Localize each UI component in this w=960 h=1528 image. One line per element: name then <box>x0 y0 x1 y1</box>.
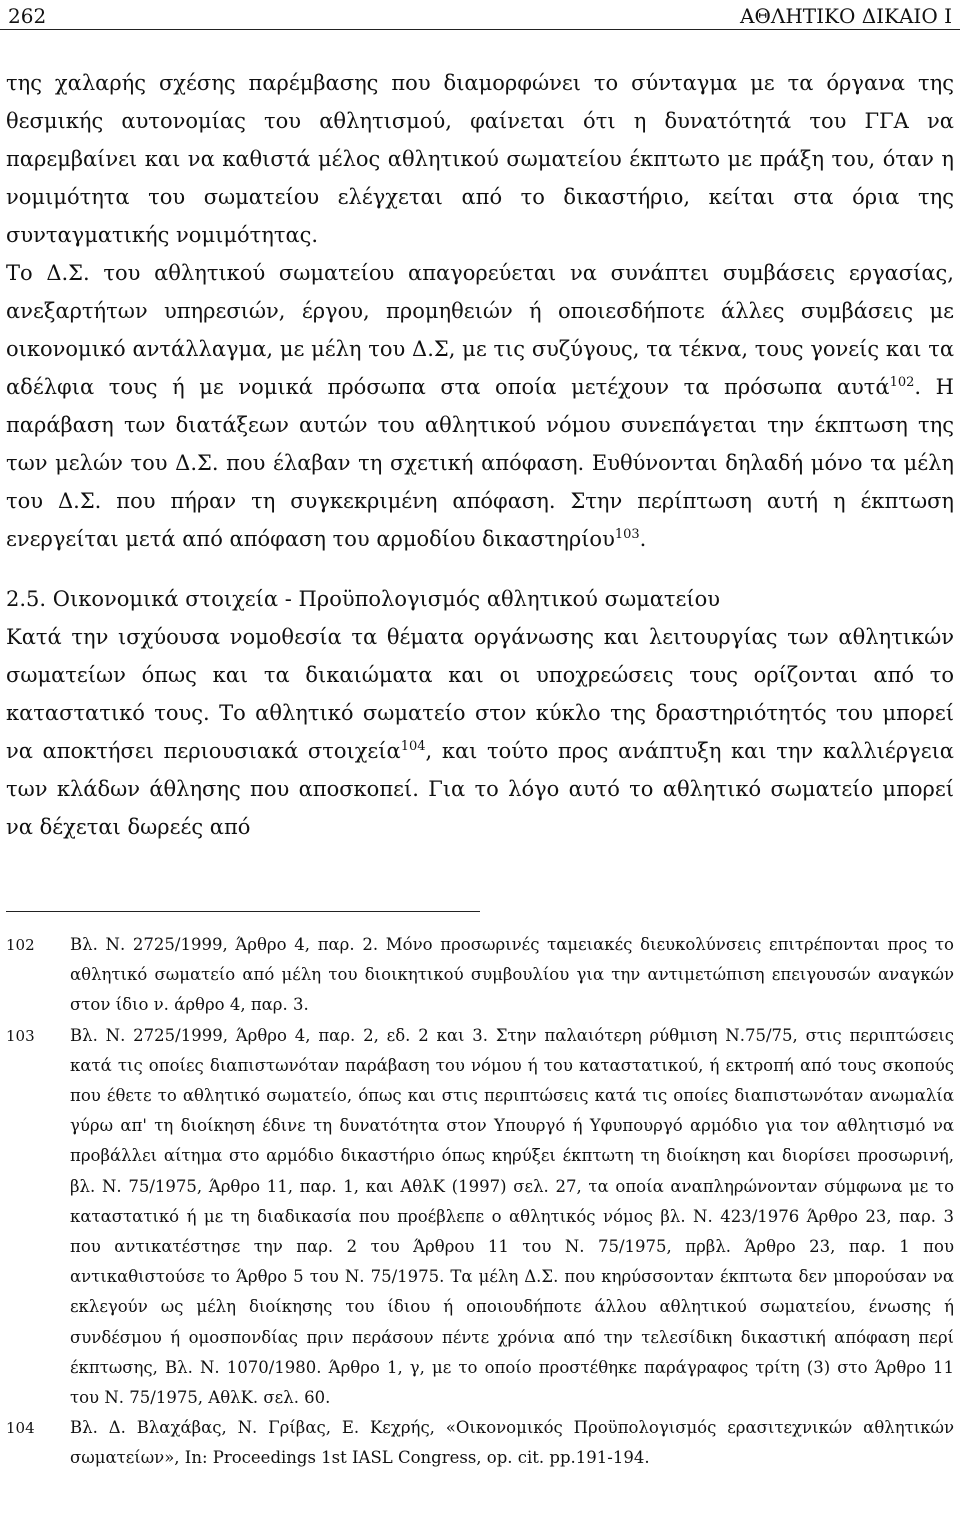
footnote-number: 104 <box>6 1419 35 1438</box>
paragraph-1-text: της χαλαρής σχέσης παρέμβασης που διαμορφώνει το σύνταγμα με τα όργανα της θεσμικής αυτονομίας του αθλητισμού, φαίνεται ότι η δυνατότητά του ΓΓΑ να παρεμβαίνει και να καθιστά μέλος αθλητικού σωματείου έκπτωτο με πράξη του, όταν η νομιμότητα του σωματείου ελέγχεται από το δικαστήριο, κείται στα όρια της συνταγματικής νομιμότητας. <box>6 71 954 247</box>
footnote-number: 102 <box>6 936 35 954</box>
paragraph-2-text-b: . Η παράβαση των διατάξεων αυτών του αθλητικού νόμου συνεπάγεται την έκπτωση της των μελών του Δ.Σ. που έλαβαν τη σχετική απόφαση. Ευθύνονται δηλαδή μόνο τα μέλη του Δ.Σ. που πήραν τη συγκεκριμένη απόφαση. Στην περίπτωση αυτή η έκπτωση ενεργείται μετά από απόφαση του αρμοδίου δικαστηρίου <box>6 375 954 551</box>
footnote-text: Βλ. Δ. Βλαχάβας, Ν. Γρίβας, Ε. Κεχρής, «Οικονομικός Προϋπολογισμός ερασιτεχνικών αθλητικών σωματείων», In: Proceedings 1st IASL Congress, op. cit. pp.191-194. <box>70 1418 954 1468</box>
paragraph-2-text-a: Το Δ.Σ. του αθλητικού σωματείου απαγορεύεται να συνάπτει συμβάσεις εργασίας, ανεξαρτήτων υπηρεσιών, έργου, προμηθειών ή οποιεσδήποτε άλλες συμβάσεις με οικονομικό αντάλλαγμα, με μέλη του Δ.Σ, με τις συζύγους, τα τέκνα, τους γονείς και τα αδέλφια τους ή με νομικά πρόσωπα στα οποία μετέχουν τα πρόσωπα αυτά <box>6 261 954 399</box>
paragraph-2 <box>6 254 954 558</box>
page-header <box>8 4 952 30</box>
header-rule <box>0 29 960 30</box>
page-number: 262 <box>8 4 47 28</box>
footnote-number: 103 <box>6 1026 35 1045</box>
footnote-ref-102[interactable]: 102 <box>889 375 915 390</box>
footnote-102 <box>6 930 954 1021</box>
footnote-ref-103[interactable]: 103 <box>614 527 640 542</box>
footnotes <box>6 930 954 1474</box>
footnote-text: Βλ. Ν. 2725/1999, Άρθρο 4, παρ. 2. Μόνο προσωρινές ταμειακές διευκολύνσεις επιτρέπονται προς το αθλητικό σωματείο από μέλη του διοικητικού συμβουλίου για την αντιμετώπιση επειγουσών αναγκών στον ίδιο ν. άρθρο 4, παρ. 3. <box>70 935 954 1015</box>
footnote-103 <box>6 1021 954 1414</box>
footnote-text: Βλ. Ν. 2725/1999, Άρθρο 4, παρ. 2, εδ. 2 και 3. Στην παλαιότερη ρύθμιση Ν.75/75, στις περιπτώσεις κατά τις οποίες διαπιστωνόταν παράβαση του νόμου ή του καταστατικού, ή εκτροπή από τους σκοπούς που έθετε το αθλητικό σωματείο, όπως και στις περιπτώσεις κατά τις οποίες διαπιστωνόταν ανωμαλία γύρω απ' τη διοίκηση έδινε τη δυνατότητα στον Υπουργό ή Υφυπουργό αρμόδιο για τον αθλητισμό να προβάλλει αίτημα στο αρμόδιο δικαστήριο όπως κηρύξει έκπτωτη τη διοίκηση και διορίσει προσωρινή, βλ. Ν. 75/1975, Άρθρο 11, παρ. 1, και ΑθλΚ (1997) σελ. 27, τα οποία αναπληρώνονταν σύμφωνα με το καταστατικό ή με τη διαδικασία που προέβλεπε ο αθλητικός νόμος βλ. Ν. 423/1976 Άρθρο 23, παρ. 3 που αντικατέστησε την παρ. 2 του Άρθρου 11 του Ν. 75/1975, πρβλ. Άρθρο 23, παρ. 1 που αντικαθιστούσε το Άρθρο 5 του Ν. 75/1975. Τα μέλη Δ.Σ. που κηρύσσονταν έκπτωτα δεν μπορούσαν να εκλεγούν ως μέλη διοίκησης του ίδιου ή οποιουδήποτε άλλου αθλητικού σωματείου, ένωσης ή συνδέσμου ή ομοσπονδίας πριν περάσουν πέντε χρόνια από την τελεσίδικη δικαστική απόφαση περί έκπτωσης, Βλ. Ν. 1070/1980. Άρθρο 1, γ, με το οποίο προστέθηκε παράγραφος τρίτη (3) στο Άρθρο 11 του Ν. 75/1975, ΑθλΚ. σελ. 60. <box>70 1025 954 1408</box>
paragraph-1 <box>6 64 954 254</box>
footnote-rule <box>6 911 480 912</box>
paragraph-3-text-b: , και τούτο προς ανάπτυξη και την καλλιέργεια των κλάδων άθλησης που αποσκοπεί. Για το λόγο αυτό το αθλητικό σωματείο μπορεί να δέχεται δωρεές από <box>6 739 954 839</box>
section-heading: 2.5. Οικονομικά στοιχεία - Προϋπολογισμός αθλητικού σωματείου <box>6 587 721 611</box>
paragraph-3 <box>6 618 954 846</box>
paragraph-2-text-c: . <box>639 527 647 551</box>
paragraph-3-text-a: Κατά την ισχύουσα νομοθεσία τα θέματα οργάνωσης και λειτουργίας των αθλητικών σωματείων όπως και τα δικαιώματα και οι υποχρεώσεις τους ορίζονται από το καταστατικό τους. Το αθλητικό σωματείο στον κύκλο της δραστηριότητός του μπορεί να αποκτήσει περιουσιακά στοιχεία <box>6 625 954 763</box>
footnote-ref-104[interactable]: 104 <box>400 739 426 754</box>
footnote-104 <box>6 1413 954 1473</box>
running-title: ΑΘΛΗΤΙΚΟ ΔΙΚΑΙΟ Ι <box>740 4 952 28</box>
main-text <box>6 64 954 846</box>
